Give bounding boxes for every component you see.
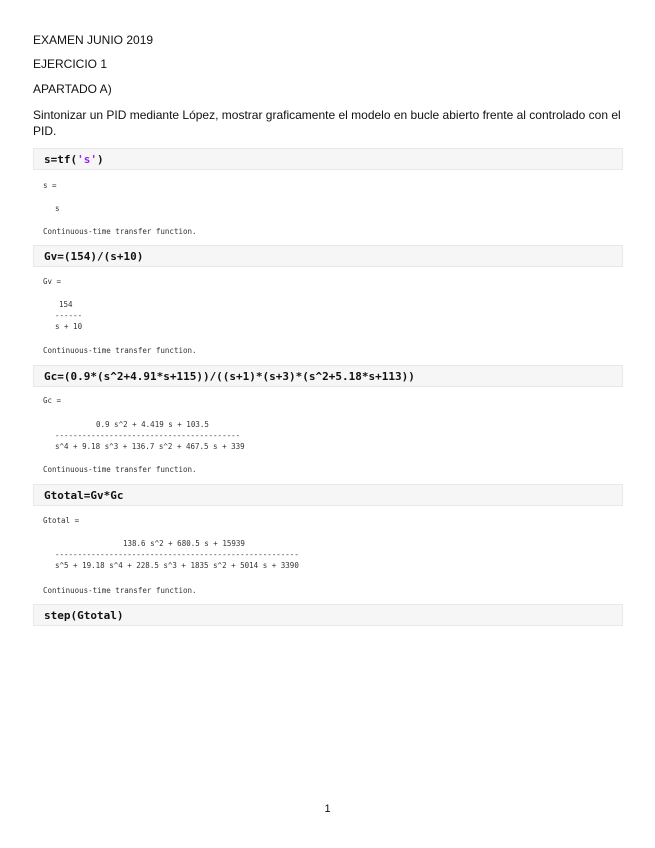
- output-note: Continuous-time transfer function.: [43, 227, 197, 236]
- exercise-description: Sintonizar un PID mediante López, mostrar graficamente el modelo en bucle abierto frente al controlado con el PID.: [33, 108, 621, 138]
- output-numerator: 154: [59, 300, 73, 309]
- output-numerator: 138.6 s^2 + 680.5 s + 15939: [123, 539, 245, 548]
- output-variable: Gv =: [43, 277, 62, 286]
- output-note: Continuous-time transfer function.: [43, 586, 197, 595]
- output-numerator: 0.9 s^2 + 4.419 s + 103.5: [96, 420, 209, 429]
- exam-title: EXAMEN JUNIO 2019: [33, 33, 154, 47]
- code-cell-1[interactable]: [33, 148, 623, 170]
- output-fraction-bar: ------------------------------------------------------: [55, 550, 299, 559]
- page-number: 1: [324, 803, 331, 815]
- output-expression: s: [55, 204, 60, 213]
- output-denominator: s + 10: [55, 322, 83, 331]
- output-denominator: s^5 + 19.18 s^4 + 228.5 s^3 + 1835 s^2 + 5014 s + 3390: [55, 561, 299, 570]
- code-line: step(Gtotal): [44, 609, 124, 622]
- output-fraction-bar: ------: [55, 311, 83, 320]
- code-line: s=tf('s'): [44, 153, 104, 166]
- code-cell-2[interactable]: [33, 245, 623, 267]
- section-title: APARTADO A): [33, 82, 112, 96]
- output-variable: s =: [43, 181, 57, 190]
- code-line: Gtotal=Gv*Gc: [44, 489, 124, 502]
- output-note: Continuous-time transfer function.: [43, 346, 197, 355]
- output-fraction-bar: -----------------------------------------: [55, 431, 241, 440]
- code-cell-3[interactable]: [33, 365, 623, 387]
- code-line: Gc=(0.9*(s^2+4.91*s+115))/((s+1)*(s+3)*(s^2+5.18*s+113)): [44, 370, 415, 383]
- output-variable: Gc =: [43, 396, 62, 405]
- code-line: Gv=(154)/(s+10): [44, 250, 144, 263]
- output-variable: Gtotal =: [43, 516, 80, 525]
- code-cell-4[interactable]: [33, 484, 623, 506]
- output-denominator: s^4 + 9.18 s^3 + 136.7 s^2 + 467.5 s + 339: [55, 442, 245, 451]
- exercise-title: EJERCICIO 1: [33, 57, 108, 71]
- output-note: Continuous-time transfer function.: [43, 465, 197, 474]
- code-cell-5[interactable]: [33, 604, 623, 626]
